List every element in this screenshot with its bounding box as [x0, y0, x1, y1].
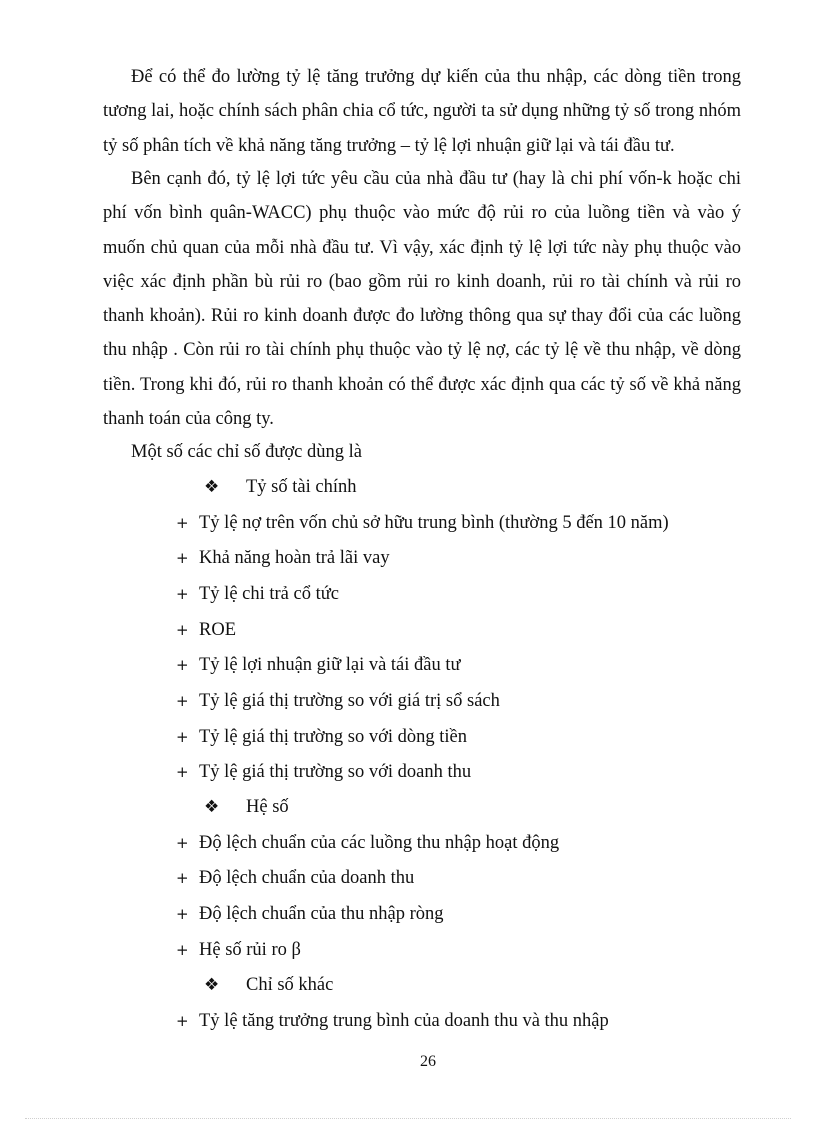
page-number: 26: [420, 1053, 436, 1070]
paragraph-required-return: Bên cạnh đó, tỷ lệ lợi tức yêu cầu của nhà đầu tư (hay là chi phí vốn-k hoặc chi phí vốn bình quân-WACC) phụ thuộc vào mức độ rủi ro của luồng tiền và vào ý muốn chủ quan của mỗi nhà đầu tư. Vì vậy, xác định tỷ lệ lợi tức này phụ thuộc vào việc xác định phần bù rủi ro (bao gồm rủi ro kinh doanh, rủi ro tài chính và rủi ro thanh khoản). Rủi ro kinh doanh được đo lường thông qua sự thay đổi của các luồng thu nhập . Còn rủi ro tài chính phụ thuộc vào tỷ lệ nợ, các tỷ lệ về thu nhập, về dòng tiền. Trong khi đó, rủi ro thanh khoản có thể được xác định qua các tỷ số về khả năng thanh toán của công ty.: [103, 169, 741, 430]
plus-bullet-icon: +: [176, 941, 189, 959]
list-item-text: Độ lệch chuẩn của các luồng thu nhập hoạt động: [199, 833, 560, 853]
list-item: [176, 618, 236, 642]
list-item: [176, 831, 559, 855]
list-item: [176, 546, 390, 570]
list-item-text: Tỷ lệ giá thị trường so với dòng tiền: [199, 727, 468, 747]
plus-bullet-icon: +: [176, 514, 189, 532]
plus-bullet-icon: +: [176, 763, 189, 781]
diamond-bullet-icon: ❖: [204, 477, 220, 497]
plus-bullet-icon: +: [176, 1012, 189, 1030]
list-item-text: Tỷ lệ giá thị trường so với giá trị sổ sách: [199, 691, 500, 711]
list-item: [176, 511, 669, 535]
list-item-text: Tỷ lệ chi trả cổ tức: [199, 584, 339, 604]
section-heading-coefficients: [204, 795, 289, 819]
section-heading-label: Tỷ số tài chính: [246, 477, 357, 497]
list-item: [176, 725, 467, 749]
section-heading-financial-ratios: [204, 475, 356, 499]
plus-bullet-icon: +: [176, 621, 189, 639]
list-item: [176, 760, 471, 784]
plus-bullet-icon: +: [176, 585, 189, 603]
plus-bullet-icon: +: [176, 692, 189, 710]
list-item-text: Tỷ lệ nợ trên vốn chủ sở hữu trung bình (thường 5 đến 10 năm): [199, 513, 669, 533]
list-item-text: Hệ số rủi ro β: [199, 940, 301, 960]
indicators-intro: Một số các chỉ số được dùng là: [131, 442, 362, 462]
section-heading-other-indicators: [204, 973, 333, 997]
list-item: [176, 866, 414, 890]
section-heading-label: Hệ số: [246, 797, 289, 817]
list-item-text: ROE: [199, 620, 236, 640]
list-item-text: Khả năng hoàn trả lãi vay: [199, 548, 390, 568]
plus-bullet-icon: +: [176, 656, 189, 674]
list-item-text: Độ lệch chuẩn của thu nhập ròng: [199, 904, 444, 924]
plus-bullet-icon: +: [176, 549, 189, 567]
list-item: [176, 689, 500, 713]
list-item-text: Tỷ lệ giá thị trường so với doanh thu: [199, 762, 472, 782]
section-heading-label: Chỉ số khác: [246, 975, 334, 995]
list-item-text: Tỷ lệ tăng trưởng trung bình của doanh thu và thu nhập: [199, 1011, 609, 1031]
paragraph-growth-ratios: Để có thể đo lường tỷ lệ tăng trưởng dự kiến của thu nhập, các dòng tiền trong tương lai, hoặc chính sách phân chia cổ tức, người ta sử dụng những tỷ số trong nhóm tỷ số phân tích về khả năng tăng trưởng – tỷ lệ lợi nhuận giữ lại và tái đầu tư.: [103, 67, 741, 156]
diamond-bullet-icon: ❖: [204, 797, 220, 817]
list-item-text: Độ lệch chuẩn của doanh thu: [199, 868, 415, 888]
list-item-text: Tỷ lệ lợi nhuận giữ lại và tái đầu tư: [199, 655, 461, 675]
diamond-bullet-icon: ❖: [204, 975, 220, 995]
plus-bullet-icon: +: [176, 905, 189, 923]
plus-bullet-icon: +: [176, 728, 189, 746]
plus-bullet-icon: +: [176, 869, 189, 887]
list-item: [176, 582, 339, 606]
list-item: [176, 653, 461, 677]
list-item: [176, 938, 301, 962]
list-item: [176, 1009, 609, 1033]
plus-bullet-icon: +: [176, 834, 189, 852]
list-item: [176, 902, 444, 926]
page-bottom-divider: [25, 1118, 791, 1119]
